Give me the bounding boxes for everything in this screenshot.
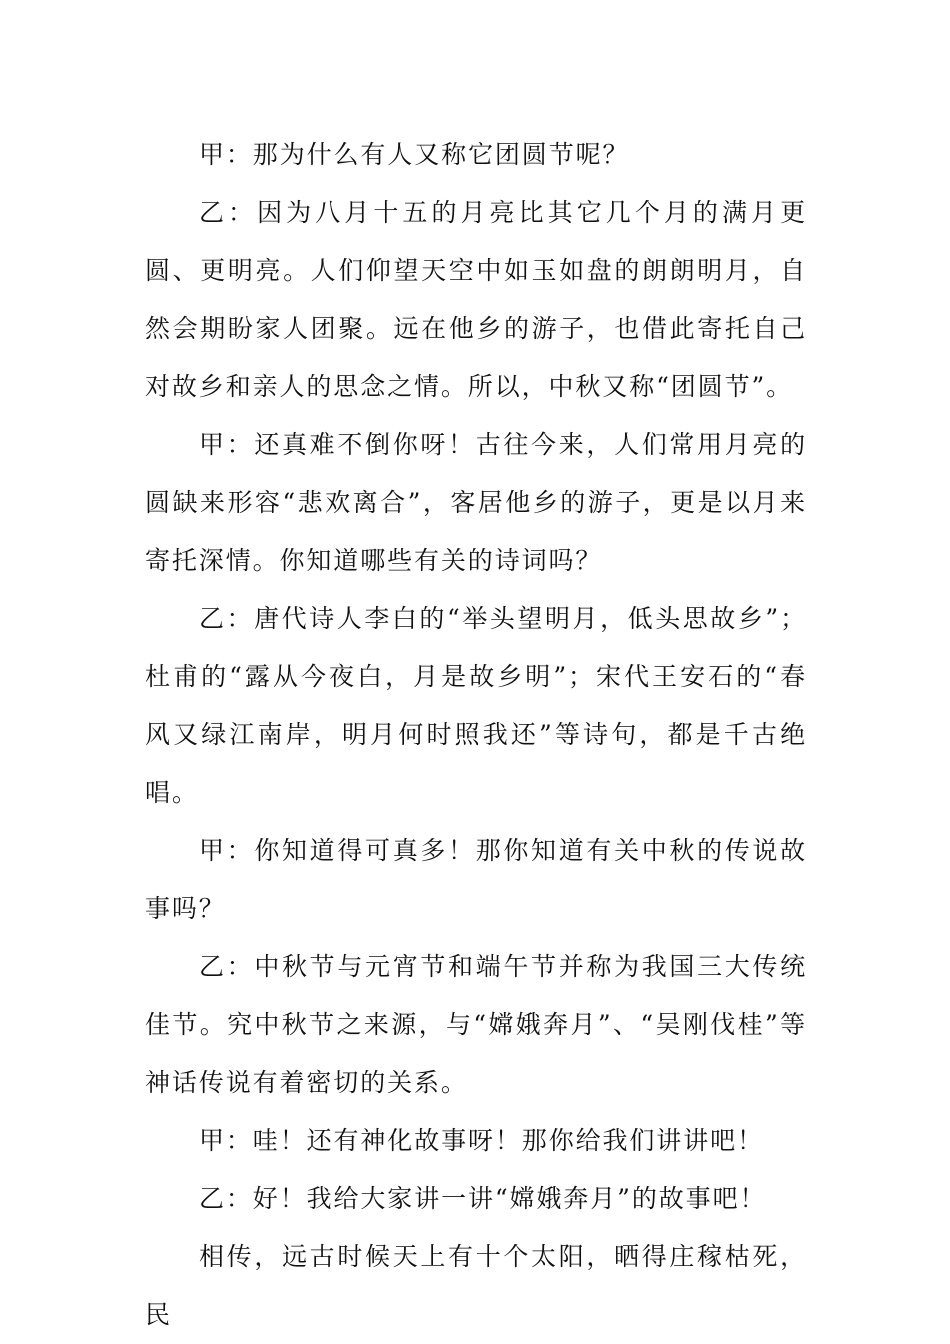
paragraph-7: 甲：哇！还有神化故事呀！那你给我们讲讲吧！ bbox=[199, 1126, 764, 1155]
paragraph-8: 乙：好！我给大家讲一讲“嫦娥奔月”的故事吧！ bbox=[199, 1184, 767, 1213]
paragraph-5: 甲：你知道得可真多！那你知道有关中秋的传说故事吗？ bbox=[145, 836, 807, 923]
paragraph-2: 乙：因为八月十五的月亮比其它几个月的满月更圆、更明亮。人们仰望天空中如玉如盘的朗朗明月，自然会期盼家人团聚。远在他乡的游子，也借此寄托自己对故乡和亲人的思念之情。所以，中秋又称“团圆节”。 bbox=[145, 198, 807, 401]
paragraph-3: 甲：还真难不倒你呀！古往今来，人们常用月亮的圆缺来形容“悲欢离合”，客居他乡的游子，更是以月来寄托深情。你知道哪些有关的诗词吗？ bbox=[145, 430, 807, 575]
document-body bbox=[145, 126, 807, 1344]
paragraph-4: 乙：唐代诗人李白的“举头望明月，低头思故乡”；杜甫的“露从今夜白，月是故乡明”；宋代王安石的“春风又绿江南岸，明月何时照我还”等诗句，都是千古绝唱。 bbox=[145, 604, 807, 807]
paragraph-1: 甲：那为什么有人又称它团圆节呢？ bbox=[199, 140, 630, 169]
paragraph-6: 乙：中秋节与元宵节和端午节并称为我国三大传统佳节。究中秋节之来源，与“嫦娥奔月”、“吴刚伐桂”等神话传说有着密切的关系。 bbox=[145, 952, 807, 1097]
paragraph-9: 相传，远古时候天上有十个太阳，晒得庄稼枯死，民 bbox=[145, 1242, 807, 1329]
